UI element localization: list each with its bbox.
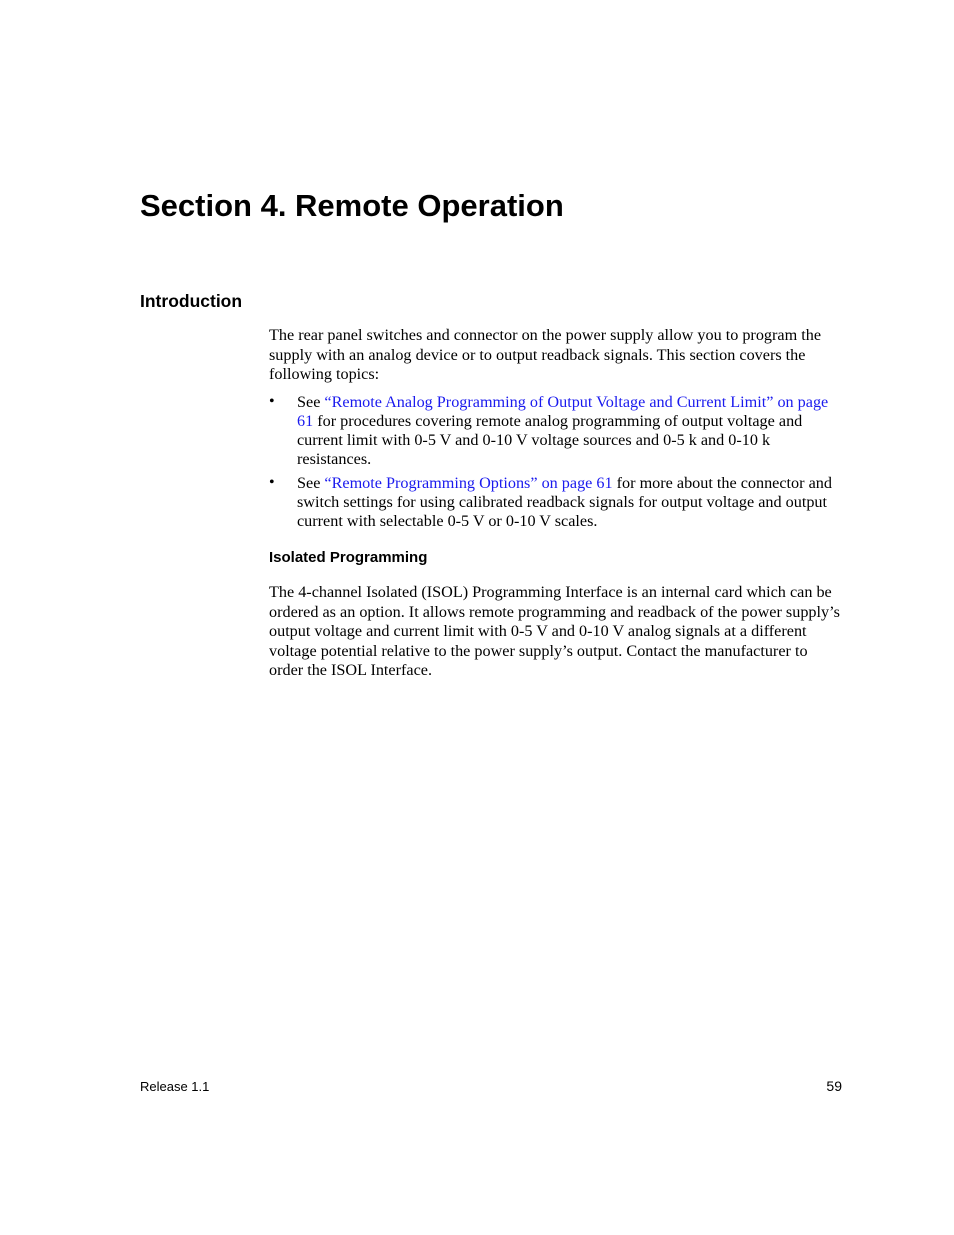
introduction-heading: Introduction (140, 291, 243, 311)
list-item (269, 393, 841, 469)
list-item (269, 474, 841, 531)
introduction-paragraph: The rear panel switches and connector on the power supply allow you to program the supply with an analog device or to output readback signals. This section covers the following topics: (269, 326, 822, 383)
bullet-text: for more about the connector and switch settings for using calibrated readback signals for output voltage and output current with selectable 0-5 V or 0-10 V scales. (297, 474, 832, 530)
section-title: Section 4. Remote Operation (140, 188, 564, 223)
remote-programming-options-link[interactable]: “Remote Programming Options” on page 61 (324, 474, 613, 492)
isolated-programming-paragraph: The 4-channel Isolated (ISOL) Programming Interface is an internal card which can be ordered as an option. It allows remote programming and readback of the power supply’s output voltage and current limit with 0-5 V and 0-10 V analog signals at a different voltage potential relative to the power supply’s output. Contact the manufacturer to order the ISOL Interface. (269, 583, 840, 679)
footer-page-number: 59 (826, 1078, 842, 1094)
isolated-programming-heading: Isolated Programming (269, 549, 428, 566)
bullet-icon: • (269, 474, 275, 491)
bullet-prefix: See (297, 393, 325, 411)
bullet-text: for procedures covering remote analog programming of output voltage and current limit with 0-5 V and 0-10 V voltage sources and 0-5 k and 0-10 k resistances. (297, 412, 803, 468)
footer-release: Release 1.1 (140, 1079, 210, 1094)
bullet-icon: • (269, 393, 275, 410)
bullet-prefix: See (297, 474, 325, 492)
remote-analog-programming-link[interactable]: “Remote Analog Programming of Output Voltage and Current Limit” on page 61 (297, 393, 829, 430)
topics-list (269, 393, 841, 536)
